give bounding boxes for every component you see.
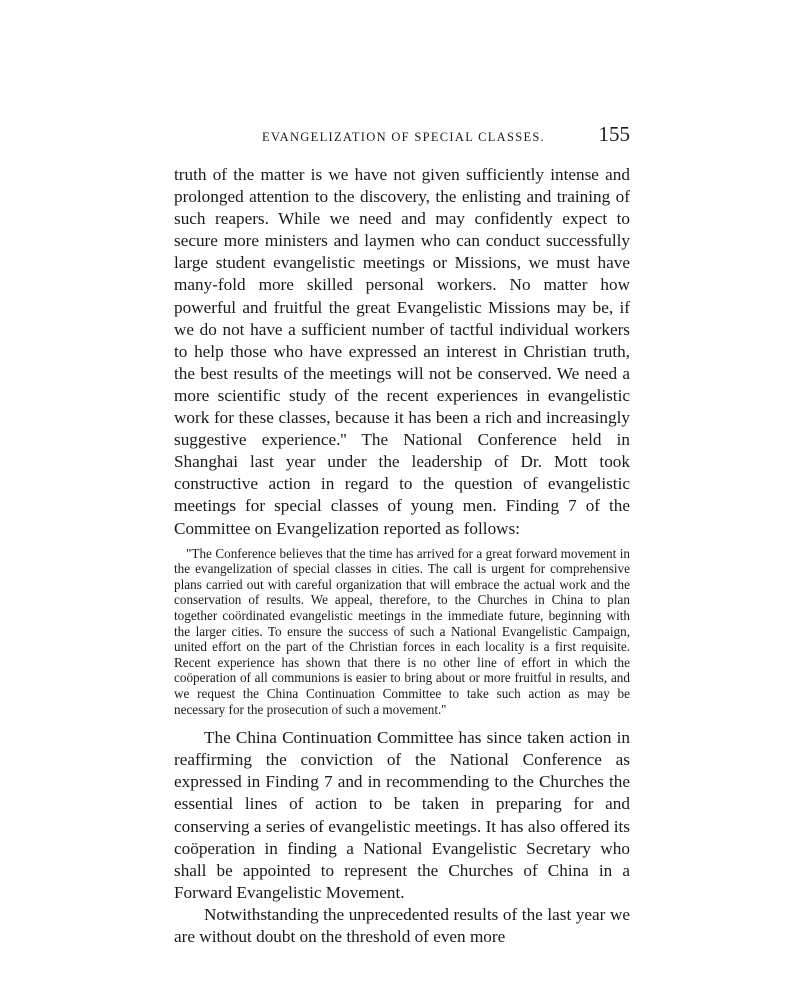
running-head (174, 122, 630, 150)
block-quote: "The Conference believes that the time has arrived for a great forward movement in the evangelization of special classes in cities. The call is urgent for comprehensive plans carried out with careful organization that will embrace the actual work and the conservation of results. We appeal, therefore, to the Churches in China to plan together coördinated evangelistic meetings in the immediate future, beginning with the larger cities. To ensure the success of such a National Evangelistic Campaign, united effort on the part of the Christian forces in each locality is a first requisite. Recent experience has shown that there is no other line of effort in which the coöperation of all communions is easier to bring about or more fruitful in results, and we request the China Continuation Committee to take such action as may be necessary for the prosecution of such a movement.'' (174, 545, 630, 717)
paragraph-2: The China Continuation Committee has since taken action in reaffirming the conviction of the National Conference as expressed in Finding 7 and in recommending to the Churches the essential lines of action to be taken in preparing for and conserving a series of evangelistic meetings. It has also offered its coöperation in finding a National Evangelistic Secretary who shall be appointed to represent the Churches of China in a Forward Evangelistic Movement. (174, 728, 630, 902)
running-title: EVANGELIZATION OF SPECIAL CLASSES. (262, 130, 546, 144)
book-page (174, 122, 630, 948)
page-number: 155 (598, 122, 630, 146)
paragraph-1: truth of the matter is we have not given sufficiently intense and prolonged attention to the discovery, the enlisting and training of such reapers. While we need and may confidently expect to secure more ministers and laymen who can conduct successfully large student evangelistic meetings or Missions, we must have many-fold more skilled personal workers. No matter how powerful and fruitful the great Evangelistic Missions may be, if we do not have a sufficient number of tactful individual workers to help those who have expressed an interest in Christian truth, the best results of the meetings will not be conserved. We need a more scientific study of the recent experiences in evangelistic work for these classes, because it has been a rich and increasingly suggestive experience.'' The National Conference held in Shanghai last year under the leadership of Dr. Mott took constructive action in regard to the question of evangelistic meetings for special classes of young men. Finding 7 of the Committee on Evangelization reported as follows: (174, 165, 630, 538)
paragraph-3: Notwithstanding the unprecedented results of the last year we are without doubt on the threshold of even more (174, 904, 630, 946)
body-text (174, 164, 630, 948)
